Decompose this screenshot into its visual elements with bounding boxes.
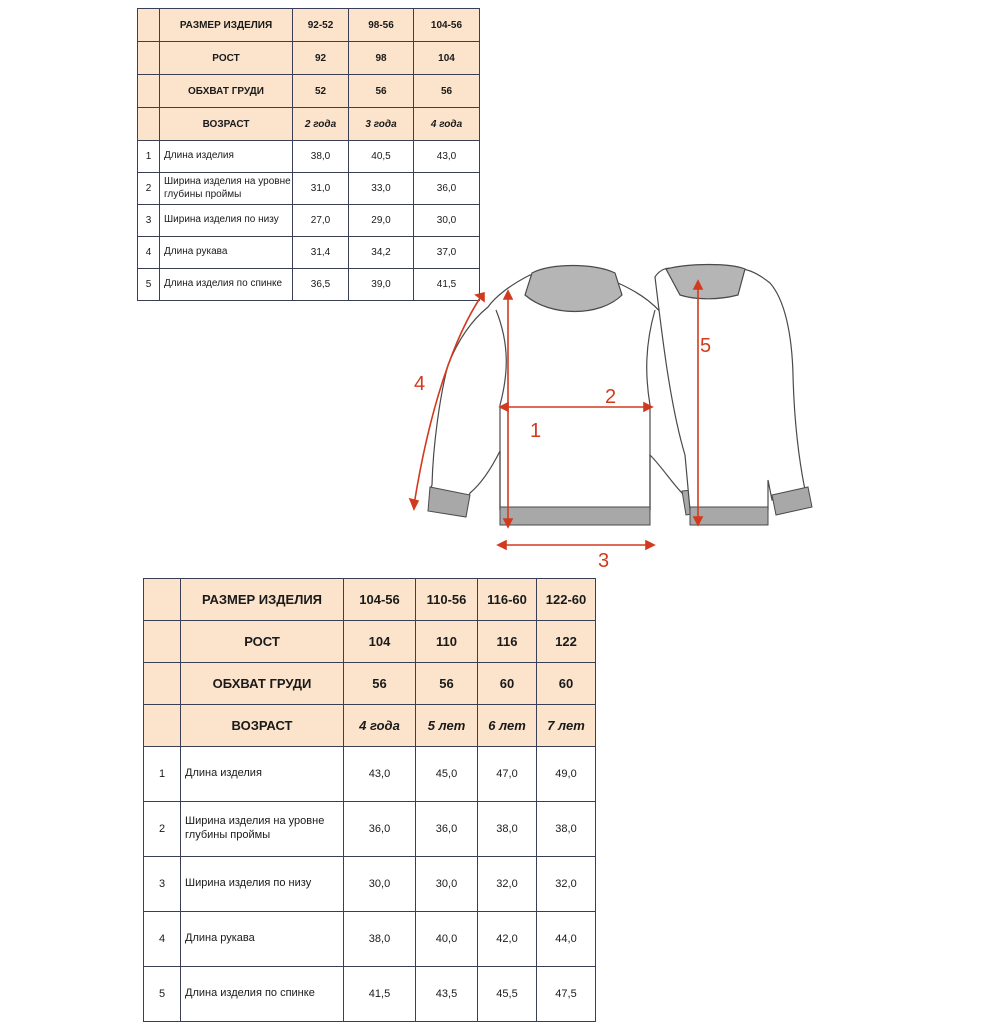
row-description: Длина изделия по спинке [181, 967, 344, 1022]
header-value: 92-52 [293, 9, 349, 42]
table-row [138, 173, 480, 205]
measure-label-1: 1 [530, 420, 542, 442]
row-number: 4 [138, 237, 160, 269]
header-value: 56 [349, 75, 414, 108]
row-value: 45,5 [478, 967, 537, 1022]
header-row [144, 621, 596, 663]
row-value: 36,0 [344, 802, 416, 857]
sweater-technical-drawing [400, 255, 840, 575]
table-row [144, 857, 596, 912]
row-number: 2 [138, 173, 160, 205]
header-blank-cell [144, 663, 181, 705]
front-collar [525, 266, 622, 312]
row-description: Длина рукава [181, 912, 344, 967]
header-value: 52 [293, 75, 349, 108]
header-value: 110-56 [416, 579, 478, 621]
row-value: 36,0 [414, 173, 480, 205]
header-row [144, 663, 596, 705]
row-value: 31,4 [293, 237, 349, 269]
row-number: 5 [138, 269, 160, 301]
row-description: Длина изделия [181, 747, 344, 802]
row-value: 32,0 [478, 857, 537, 912]
header-value: 3 года [349, 108, 414, 141]
header-value: 5 лет [416, 705, 478, 747]
header-label: ОБХВАТ ГРУДИ [160, 75, 293, 108]
table-row [144, 912, 596, 967]
row-value: 29,0 [349, 205, 414, 237]
header-blank-cell [138, 42, 160, 75]
header-blank-cell [138, 75, 160, 108]
header-row [138, 9, 480, 42]
row-number: 1 [138, 141, 160, 173]
header-label: ОБХВАТ ГРУДИ [181, 663, 344, 705]
row-value: 30,0 [416, 857, 478, 912]
row-value: 39,0 [349, 269, 414, 301]
size-table-large [143, 578, 596, 1022]
table-row [144, 802, 596, 857]
row-value: 31,0 [293, 173, 349, 205]
row-number: 2 [144, 802, 181, 857]
header-value: 104 [414, 42, 480, 75]
row-number: 5 [144, 967, 181, 1022]
row-description: Ширина изделия на уровне глубины проймы [160, 173, 293, 205]
header-label: РАЗМЕР ИЗДЕЛИЯ [181, 579, 344, 621]
header-value: 56 [416, 663, 478, 705]
row-value: 43,5 [416, 967, 478, 1022]
header-label: РОСТ [160, 42, 293, 75]
row-number: 4 [144, 912, 181, 967]
back-hem-rib [690, 507, 768, 525]
header-value: 2 года [293, 108, 349, 141]
header-value: 56 [344, 663, 416, 705]
header-blank-cell [144, 621, 181, 663]
table-row [144, 967, 596, 1022]
row-value: 36,0 [416, 802, 478, 857]
row-value: 41,5 [414, 269, 480, 301]
header-value: 122-60 [537, 579, 596, 621]
row-value: 43,0 [414, 141, 480, 173]
measure-label-3: 3 [598, 550, 610, 572]
measure-label-5: 5 [700, 335, 712, 357]
header-value: 4 года [414, 108, 480, 141]
measure-label-2: 2 [605, 386, 617, 408]
header-value: 116 [478, 621, 537, 663]
header-blank-cell [144, 579, 181, 621]
row-value: 45,0 [416, 747, 478, 802]
header-label: РАЗМЕР ИЗДЕЛИЯ [160, 9, 293, 42]
header-value: 104-56 [344, 579, 416, 621]
row-value: 38,0 [293, 141, 349, 173]
row-value: 27,0 [293, 205, 349, 237]
row-description: Ширина изделия на уровне глубины проймы [181, 802, 344, 857]
header-blank-cell [144, 705, 181, 747]
row-value: 32,0 [537, 857, 596, 912]
row-value: 38,0 [537, 802, 596, 857]
row-value: 47,5 [537, 967, 596, 1022]
row-value: 42,0 [478, 912, 537, 967]
row-value: 30,0 [414, 205, 480, 237]
header-value: 116-60 [478, 579, 537, 621]
header-blank-cell [138, 108, 160, 141]
row-value: 47,0 [478, 747, 537, 802]
header-value: 60 [537, 663, 596, 705]
row-description: Длина изделия по спинке [160, 269, 293, 301]
header-row [138, 108, 480, 141]
row-number: 3 [138, 205, 160, 237]
row-description: Длина рукава [160, 237, 293, 269]
row-value: 40,0 [416, 912, 478, 967]
row-value: 38,0 [478, 802, 537, 857]
header-value: 104 [344, 621, 416, 663]
header-value: 98-56 [349, 9, 414, 42]
row-number: 3 [144, 857, 181, 912]
row-description: Ширина изделия по низу [181, 857, 344, 912]
front-hem-rib [500, 507, 650, 525]
header-value: 104-56 [414, 9, 480, 42]
header-label: РОСТ [181, 621, 344, 663]
header-label: ВОЗРАСТ [160, 108, 293, 141]
header-value: 122 [537, 621, 596, 663]
header-blank-cell [138, 9, 160, 42]
row-value: 34,2 [349, 237, 414, 269]
header-value: 6 лет [478, 705, 537, 747]
row-value: 37,0 [414, 237, 480, 269]
header-value: 4 года [344, 705, 416, 747]
header-value: 56 [414, 75, 480, 108]
measure-label-4: 4 [414, 373, 426, 395]
row-value: 44,0 [537, 912, 596, 967]
header-label: ВОЗРАСТ [181, 705, 344, 747]
row-value: 43,0 [344, 747, 416, 802]
header-row [138, 75, 480, 108]
row-value: 41,5 [344, 967, 416, 1022]
header-row [144, 705, 596, 747]
header-value: 60 [478, 663, 537, 705]
header-row [138, 42, 480, 75]
header-row [144, 579, 596, 621]
row-description: Ширина изделия по низу [160, 205, 293, 237]
header-value: 92 [293, 42, 349, 75]
row-value: 30,0 [344, 857, 416, 912]
row-value: 33,0 [349, 173, 414, 205]
row-value: 36,5 [293, 269, 349, 301]
row-value: 38,0 [344, 912, 416, 967]
table-row [144, 747, 596, 802]
header-value: 98 [349, 42, 414, 75]
header-value: 7 лет [537, 705, 596, 747]
row-value: 40,5 [349, 141, 414, 173]
row-number: 1 [144, 747, 181, 802]
table-row [138, 205, 480, 237]
row-value: 49,0 [537, 747, 596, 802]
table-row [138, 141, 480, 173]
header-value: 110 [416, 621, 478, 663]
row-description: Длина изделия [160, 141, 293, 173]
